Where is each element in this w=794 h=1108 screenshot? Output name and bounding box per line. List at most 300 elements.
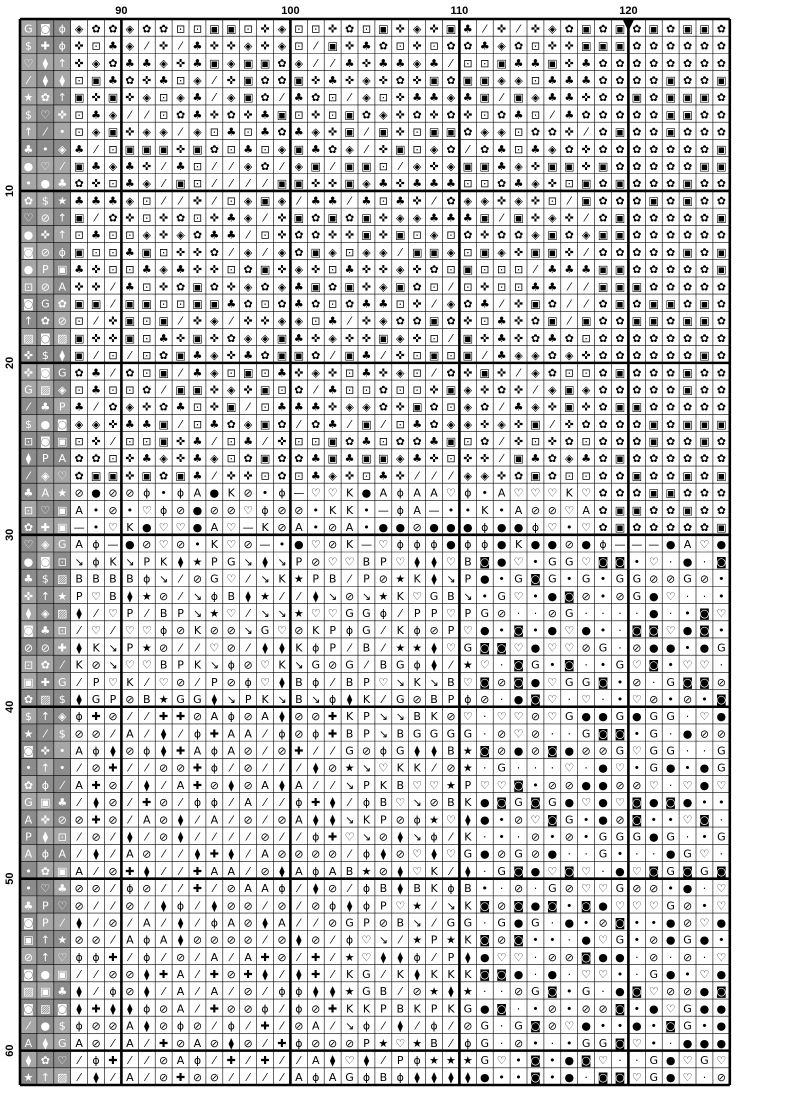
cell-symbol: ✜ — [57, 108, 67, 122]
cell-symbol: G — [717, 830, 726, 844]
cell-symbol: ⊘ — [716, 727, 726, 741]
cell-symbol: · — [516, 606, 521, 620]
cell-symbol: ♡ — [344, 830, 355, 844]
cell-symbol: ▣ — [293, 177, 305, 191]
cell-symbol: A — [126, 1036, 134, 1050]
cell-symbol: ⧫ — [313, 882, 319, 896]
cell-symbol: ⁄ — [450, 1036, 452, 1050]
cell-symbol: ✜ — [395, 400, 405, 414]
cell-symbol: ♡ — [699, 538, 710, 552]
cell-symbol: ♣ — [412, 417, 423, 431]
cell-symbol: ✿ — [226, 417, 236, 431]
cell-symbol: ▣ — [445, 22, 457, 36]
cell-symbol: ⊘ — [564, 538, 574, 552]
cell-symbol: ◈ — [176, 91, 185, 105]
cell-symbol: ♣ — [361, 366, 372, 380]
cell-symbol: ⁄ — [331, 778, 334, 792]
cell-symbol: ✿ — [632, 366, 642, 380]
cell-symbol: ✿ — [682, 73, 693, 87]
cell-symbol: A — [244, 882, 252, 896]
cell-symbol: ◈ — [480, 194, 489, 208]
cell-symbol: ⁄ — [264, 796, 266, 810]
cell-symbol: ϕ — [92, 1054, 100, 1068]
cell-symbol: ⁄ — [365, 125, 368, 139]
cell-symbol: ◈ — [159, 452, 168, 466]
cell-symbol: G — [649, 710, 659, 724]
cell-symbol: • — [566, 572, 573, 586]
cell-symbol: ⁄ — [297, 1054, 300, 1068]
cell-symbol: ⊡ — [226, 194, 236, 208]
cell-symbol: ♡ — [631, 692, 642, 706]
cell-symbol: ● — [530, 864, 541, 878]
cell-symbol: G — [564, 675, 574, 689]
cell-symbol: ⁄ — [145, 899, 148, 913]
cell-symbol: ✿ — [716, 125, 726, 139]
cell-symbol: ◙ — [530, 692, 541, 706]
cell-symbol: ⊡ — [23, 280, 34, 294]
cell-symbol: ♡ — [682, 1054, 693, 1068]
cell-symbol: ↘ — [344, 778, 355, 792]
cell-symbol: A — [261, 778, 269, 792]
cell-symbol: ↘ — [412, 916, 422, 930]
cell-symbol: ● — [547, 847, 558, 861]
cell-symbol: G — [362, 968, 371, 982]
cell-symbol: ⊘ — [57, 813, 67, 827]
cell-symbol: ✿ — [192, 228, 203, 242]
cell-symbol: ● — [648, 796, 659, 810]
cell-symbol: ♣ — [327, 417, 338, 431]
cell-symbol: ⊘ — [209, 503, 219, 517]
cell-symbol: K — [430, 864, 438, 878]
cell-symbol: ● — [665, 761, 676, 775]
cell-symbol: ⁄ — [331, 933, 334, 947]
cell-symbol: ↑ — [57, 211, 67, 225]
cell-symbol: ⊘ — [497, 727, 507, 741]
cell-symbol: · — [702, 950, 707, 964]
cell-symbol: B — [109, 572, 117, 586]
cell-symbol: ♡ — [530, 486, 541, 500]
cell-symbol: ♣ — [429, 56, 439, 70]
cell-symbol: ⧫ — [110, 1002, 116, 1016]
cell-symbol: ↘ — [277, 555, 287, 569]
cell-symbol: ✜ — [142, 73, 152, 87]
cell-symbol: ⊡ — [91, 39, 101, 53]
cell-symbol: ✚ — [125, 864, 135, 878]
cell-symbol: ✜ — [564, 56, 574, 70]
cell-symbol: ▣ — [192, 142, 203, 156]
cell-symbol: ✿ — [699, 73, 710, 87]
row-label: 40 — [4, 700, 16, 713]
cell-symbol: • — [650, 1036, 657, 1050]
cell-symbol: ♣ — [581, 452, 592, 466]
cell-symbol: ✿ — [632, 486, 642, 500]
cell-symbol: ⁄ — [433, 297, 435, 311]
cell-symbol: ⁄ — [61, 916, 64, 930]
cell-symbol: ✿ — [277, 469, 287, 483]
cell-symbol: ⁄ — [78, 796, 81, 810]
cell-symbol: ✚ — [159, 1036, 169, 1050]
cell-symbol: ● — [699, 778, 710, 792]
cell-symbol: ▣ — [445, 125, 457, 139]
cell-symbol: ✿ — [564, 142, 574, 156]
cell-symbol: ⁄ — [112, 899, 114, 913]
cell-symbol: ✿ — [716, 177, 726, 191]
cell-symbol: ⊘ — [243, 658, 253, 672]
cell-symbol: ♡ — [496, 778, 507, 792]
cell-symbol: ✜ — [260, 314, 270, 328]
cell-symbol: ✿ — [311, 228, 321, 242]
cell-symbol: • — [599, 624, 607, 638]
cell-symbol: • — [599, 572, 607, 586]
cell-symbol: · — [618, 606, 622, 620]
cell-symbol: ⧫ — [144, 1019, 150, 1033]
cell-symbol: ▣ — [648, 486, 659, 500]
cell-symbol: • — [633, 761, 641, 775]
cell-symbol: · — [618, 624, 622, 638]
cell-symbol: ♣ — [412, 177, 423, 191]
cell-symbol: A — [193, 486, 202, 500]
cell-symbol: ⊘ — [175, 950, 186, 964]
cell-symbol: ⁄ — [78, 761, 81, 775]
cell-symbol: ⁄ — [331, 349, 334, 363]
cell-symbol: ✿ — [40, 864, 50, 878]
cell-symbol: ◈ — [277, 314, 287, 328]
cell-symbol: ⊡ — [480, 56, 490, 70]
cell-symbol: ⊘ — [513, 1036, 524, 1050]
cell-symbol: ⧫ — [262, 916, 268, 930]
cell-symbol: ♡ — [716, 882, 727, 896]
cell-symbol: ✜ — [159, 211, 169, 225]
cell-symbol: ⧫ — [177, 813, 184, 827]
cell-symbol: ● — [564, 1054, 575, 1068]
cell-symbol: ♣ — [23, 486, 34, 500]
cell-symbol: ✜ — [226, 469, 236, 483]
cell-symbol: ✜ — [226, 280, 236, 294]
cell-symbol: ⁄ — [433, 916, 435, 930]
cell-symbol: P — [396, 1054, 404, 1068]
cell-symbol: ◙ — [530, 1054, 541, 1068]
cell-symbol: ✿ — [649, 108, 659, 122]
cell-symbol: ✜ — [395, 469, 405, 483]
cell-symbol: G — [717, 744, 726, 758]
cell-symbol: ♣ — [91, 366, 101, 380]
cell-symbol: ✿ — [666, 245, 676, 259]
cell-symbol: ✿ — [344, 297, 355, 311]
cell-symbol: ♡ — [716, 899, 727, 913]
cell-symbol: ⁄ — [247, 1071, 250, 1085]
cell-symbol: ● — [23, 555, 34, 569]
cell-symbol: ⁄ — [247, 400, 250, 414]
cell-symbol: ⊘ — [277, 744, 287, 758]
cell-symbol: $ — [24, 108, 32, 122]
cell-symbol: ♣ — [57, 177, 68, 191]
cell-symbol: ⧫ — [211, 899, 218, 913]
cell-symbol: G — [395, 744, 405, 758]
cell-symbol: ✿ — [716, 314, 726, 328]
cell-symbol: ⊘ — [649, 933, 659, 947]
cell-symbol: ϕ — [210, 761, 218, 775]
cell-symbol: ♡ — [412, 778, 423, 792]
cell-symbol: ↑ — [40, 933, 50, 947]
cell-symbol: ✿ — [108, 56, 118, 70]
cell-symbol: P — [244, 692, 252, 706]
cell-symbol: ⊘ — [429, 796, 439, 810]
cell-symbol: ⁄ — [27, 400, 30, 414]
cell-symbol: ⁄ — [264, 245, 266, 259]
cell-symbol: ⧫ — [465, 813, 471, 827]
cell-symbol: ⊘ — [277, 847, 287, 861]
cell-symbol: • — [701, 1019, 708, 1033]
cell-symbol: ♣ — [327, 314, 338, 328]
cell-symbol: ◈ — [277, 22, 287, 36]
cell-symbol: ▣ — [682, 177, 693, 191]
cell-symbol: · — [635, 606, 639, 620]
cell-symbol: ♣ — [141, 56, 152, 70]
cell-symbol: ● — [23, 159, 34, 173]
cell-symbol: ▣ — [344, 125, 355, 139]
cell-symbol: ⁄ — [179, 589, 182, 603]
cell-symbol: ◈ — [446, 417, 456, 431]
cell-symbol: ✿ — [716, 349, 726, 363]
cell-symbol: ⁄ — [196, 950, 199, 964]
cell-symbol: ♣ — [23, 899, 34, 913]
cell-symbol: ⊘ — [226, 899, 236, 913]
cell-symbol: ⁄ — [162, 985, 165, 999]
cell-symbol: ◈ — [581, 228, 591, 242]
cell-symbol: ▣ — [716, 263, 727, 277]
cell-symbol: ♡ — [175, 521, 186, 535]
cell-symbol: ◙ — [513, 778, 524, 792]
cell-symbol: B — [413, 710, 421, 724]
cell-symbol: ⧫ — [313, 761, 319, 775]
cell-symbol: ◈ — [41, 606, 50, 620]
cell-symbol: ▣ — [716, 417, 727, 431]
cell-symbol: ⊘ — [226, 675, 236, 689]
cell-symbol: ◙ — [648, 624, 660, 638]
cell-symbol: G — [581, 727, 591, 741]
cell-symbol: ϕ — [312, 727, 320, 741]
cell-symbol: A — [210, 985, 219, 999]
cell-symbol: ★ — [429, 1054, 439, 1068]
cell-symbol: ⊡ — [328, 263, 338, 277]
cell-symbol: ▣ — [192, 383, 203, 397]
cell-symbol: ⁄ — [348, 847, 351, 861]
cell-symbol: ◙ — [479, 641, 491, 655]
cell-symbol: A — [413, 486, 421, 500]
cell-symbol: ⁄ — [264, 899, 266, 913]
cell-symbol: • — [126, 503, 134, 517]
cell-symbol: ⊘ — [598, 744, 608, 758]
cell-symbol: ⊘ — [497, 899, 507, 913]
cell-symbol: K — [396, 589, 404, 603]
cell-symbol: ϕ — [227, 710, 235, 724]
cell-symbol: ♣ — [581, 263, 592, 277]
cell-symbol: ⁄ — [196, 830, 199, 844]
cell-symbol: ★ — [412, 1036, 423, 1050]
cell-symbol: ✜ — [226, 39, 236, 53]
cell-symbol: ▣ — [631, 503, 643, 517]
cell-symbol: ✚ — [277, 1036, 287, 1050]
cell-symbol: ⁄ — [365, 142, 368, 156]
cell-symbol: ⊡ — [344, 245, 355, 259]
cell-symbol: ★ — [462, 744, 473, 758]
cell-symbol: ◙ — [699, 675, 710, 689]
cell-symbol: ⊡ — [446, 400, 456, 414]
cell-symbol: ▣ — [310, 245, 321, 259]
cell-symbol: ⊡ — [446, 349, 456, 363]
cell-symbol: ⁄ — [112, 280, 114, 294]
cell-symbol: A — [244, 950, 252, 964]
cell-symbol: ⊘ — [209, 1071, 219, 1085]
cell-symbol: ⁄ — [314, 916, 317, 930]
cell-symbol: ⊘ — [125, 692, 135, 706]
cell-symbol: ✿ — [666, 349, 676, 363]
cell-symbol: ⊘ — [209, 1036, 219, 1050]
cell-symbol: ⊡ — [74, 228, 84, 242]
cell-symbol: ⊡ — [429, 39, 439, 53]
cell-symbol: P — [363, 572, 370, 586]
cell-symbol: ✿ — [649, 73, 659, 87]
cell-symbol: ● — [598, 950, 608, 964]
cell-symbol: ◙ — [716, 555, 727, 569]
cell-symbol: ⧫ — [110, 744, 116, 758]
cell-symbol: G — [649, 727, 659, 741]
cell-symbol: ♣ — [496, 314, 507, 328]
cell-symbol: ♡ — [615, 899, 625, 913]
cell-symbol: ⁄ — [331, 968, 334, 982]
cell-symbol: • — [701, 692, 708, 706]
cell-symbol: ✚ — [260, 1054, 270, 1068]
cell-symbol: ◈ — [74, 417, 84, 431]
cell-symbol: ♡ — [615, 796, 625, 810]
cell-symbol: G — [395, 658, 405, 672]
cell-symbol: ⁄ — [314, 383, 317, 397]
cell-symbol: ✿ — [412, 314, 422, 328]
cell-symbol: ✿ — [446, 39, 456, 53]
cell-symbol: A — [328, 1071, 337, 1085]
cell-symbol: ▣ — [124, 331, 136, 345]
row-label: 30 — [4, 528, 16, 541]
cell-symbol: ✚ — [209, 727, 219, 741]
cell-symbol: B — [92, 572, 100, 586]
cell-symbol: ▣ — [614, 503, 626, 517]
cell-symbol: ⁄ — [281, 159, 283, 173]
cell-symbol: ★ — [344, 950, 355, 964]
cell-symbol: ⁄ — [517, 22, 520, 36]
cell-symbol: ♡ — [631, 658, 642, 672]
cell-symbol: ▣ — [259, 417, 271, 431]
cell-symbol: ⊘ — [243, 486, 253, 500]
cell-symbol: ✿ — [649, 91, 659, 105]
cell-symbol: G — [210, 572, 219, 586]
cell-symbol: ↘ — [277, 692, 287, 706]
cell-symbol: ⊘ — [682, 899, 693, 913]
cell-symbol: ⊘ — [378, 830, 388, 844]
cell-symbol: ⊡ — [260, 297, 270, 311]
cell-symbol: ★ — [429, 985, 439, 999]
cell-symbol: ♡ — [581, 882, 592, 896]
cell-symbol: ⊘ — [632, 641, 642, 655]
cell-symbol: ⁄ — [450, 280, 452, 294]
cell-symbol: ♣ — [175, 159, 186, 173]
cell-symbol: ▣ — [682, 91, 693, 105]
cell-symbol: ϕ — [362, 1071, 371, 1085]
cell-symbol: ● — [665, 933, 676, 947]
cell-symbol: ⊘ — [108, 1019, 118, 1033]
cell-symbol: ϕ — [447, 882, 455, 896]
cell-symbol: ⊘ — [108, 486, 118, 500]
cell-symbol: ✚ — [40, 39, 50, 53]
cell-symbol: A — [244, 796, 252, 810]
cell-symbol: · — [483, 830, 487, 844]
cell-symbol: ⁄ — [213, 73, 216, 87]
cell-symbol: • — [684, 761, 691, 775]
cell-symbol: ✿ — [260, 280, 270, 294]
cell-symbol: · — [584, 847, 588, 861]
cell-symbol: ⧫ — [346, 692, 353, 706]
cell-symbol: ⁄ — [281, 761, 283, 775]
cell-symbol: ⧫ — [414, 555, 420, 569]
cell-symbol: ● — [682, 727, 693, 741]
cell-symbol: ♣ — [141, 263, 152, 277]
cell-symbol: ⁄ — [179, 864, 182, 878]
cell-symbol: K — [193, 624, 202, 638]
cell-symbol: ✿ — [666, 452, 676, 466]
cell-symbol: ▣ — [479, 366, 490, 380]
cell-symbol: ⁄ — [247, 572, 250, 586]
cell-symbol: ⊡ — [581, 331, 591, 345]
cell-symbol: ♣ — [378, 56, 389, 70]
cell-symbol: ♣ — [361, 39, 372, 53]
cell-symbol: ⁄ — [500, 452, 503, 466]
cell-symbol: ♣ — [378, 469, 389, 483]
cell-symbol: ✿ — [632, 417, 642, 431]
cell-symbol: ⊡ — [243, 125, 253, 139]
cell-symbol: ♡ — [631, 1071, 642, 1085]
cell-symbol: ✿ — [632, 297, 642, 311]
cell-symbol: ▨ — [40, 383, 51, 397]
cell-symbol: ♡ — [57, 1054, 68, 1068]
cell-symbol: G — [700, 864, 709, 878]
cell-symbol: ϕ — [278, 985, 286, 999]
cell-symbol: ♡ — [260, 675, 270, 689]
cell-symbol: ϕ — [379, 606, 387, 620]
cell-symbol: ↘ — [226, 692, 236, 706]
cell-symbol: ⁄ — [264, 761, 266, 775]
cell-symbol: ◙ — [547, 899, 558, 913]
cell-symbol: ✿ — [716, 280, 726, 294]
cell-symbol: ✿ — [632, 211, 642, 225]
cell-symbol: ⁄ — [61, 658, 64, 672]
cell-symbol: ⊘ — [74, 882, 84, 896]
cell-symbol: ⁄ — [247, 864, 250, 878]
cell-symbol: ♣ — [277, 400, 287, 414]
cell-symbol: ✿ — [57, 297, 67, 311]
cell-symbol: ♡ — [108, 521, 118, 535]
cell-symbol: A — [295, 521, 303, 535]
cell-symbol: ⊘ — [446, 710, 456, 724]
cell-symbol: ✜ — [378, 211, 388, 225]
cell-symbol: ↘ — [395, 710, 405, 724]
cell-symbol: ♣ — [124, 245, 135, 259]
cell-symbol: ⊡ — [463, 435, 473, 449]
cell-symbol: ♡ — [631, 899, 642, 913]
cell-symbol: ▣ — [716, 521, 727, 535]
cell-symbol: ⁄ — [382, 349, 385, 363]
cell-symbol: ⊡ — [530, 39, 541, 53]
cell-symbol: • — [59, 744, 66, 758]
cell-symbol: ϕ — [126, 882, 134, 896]
